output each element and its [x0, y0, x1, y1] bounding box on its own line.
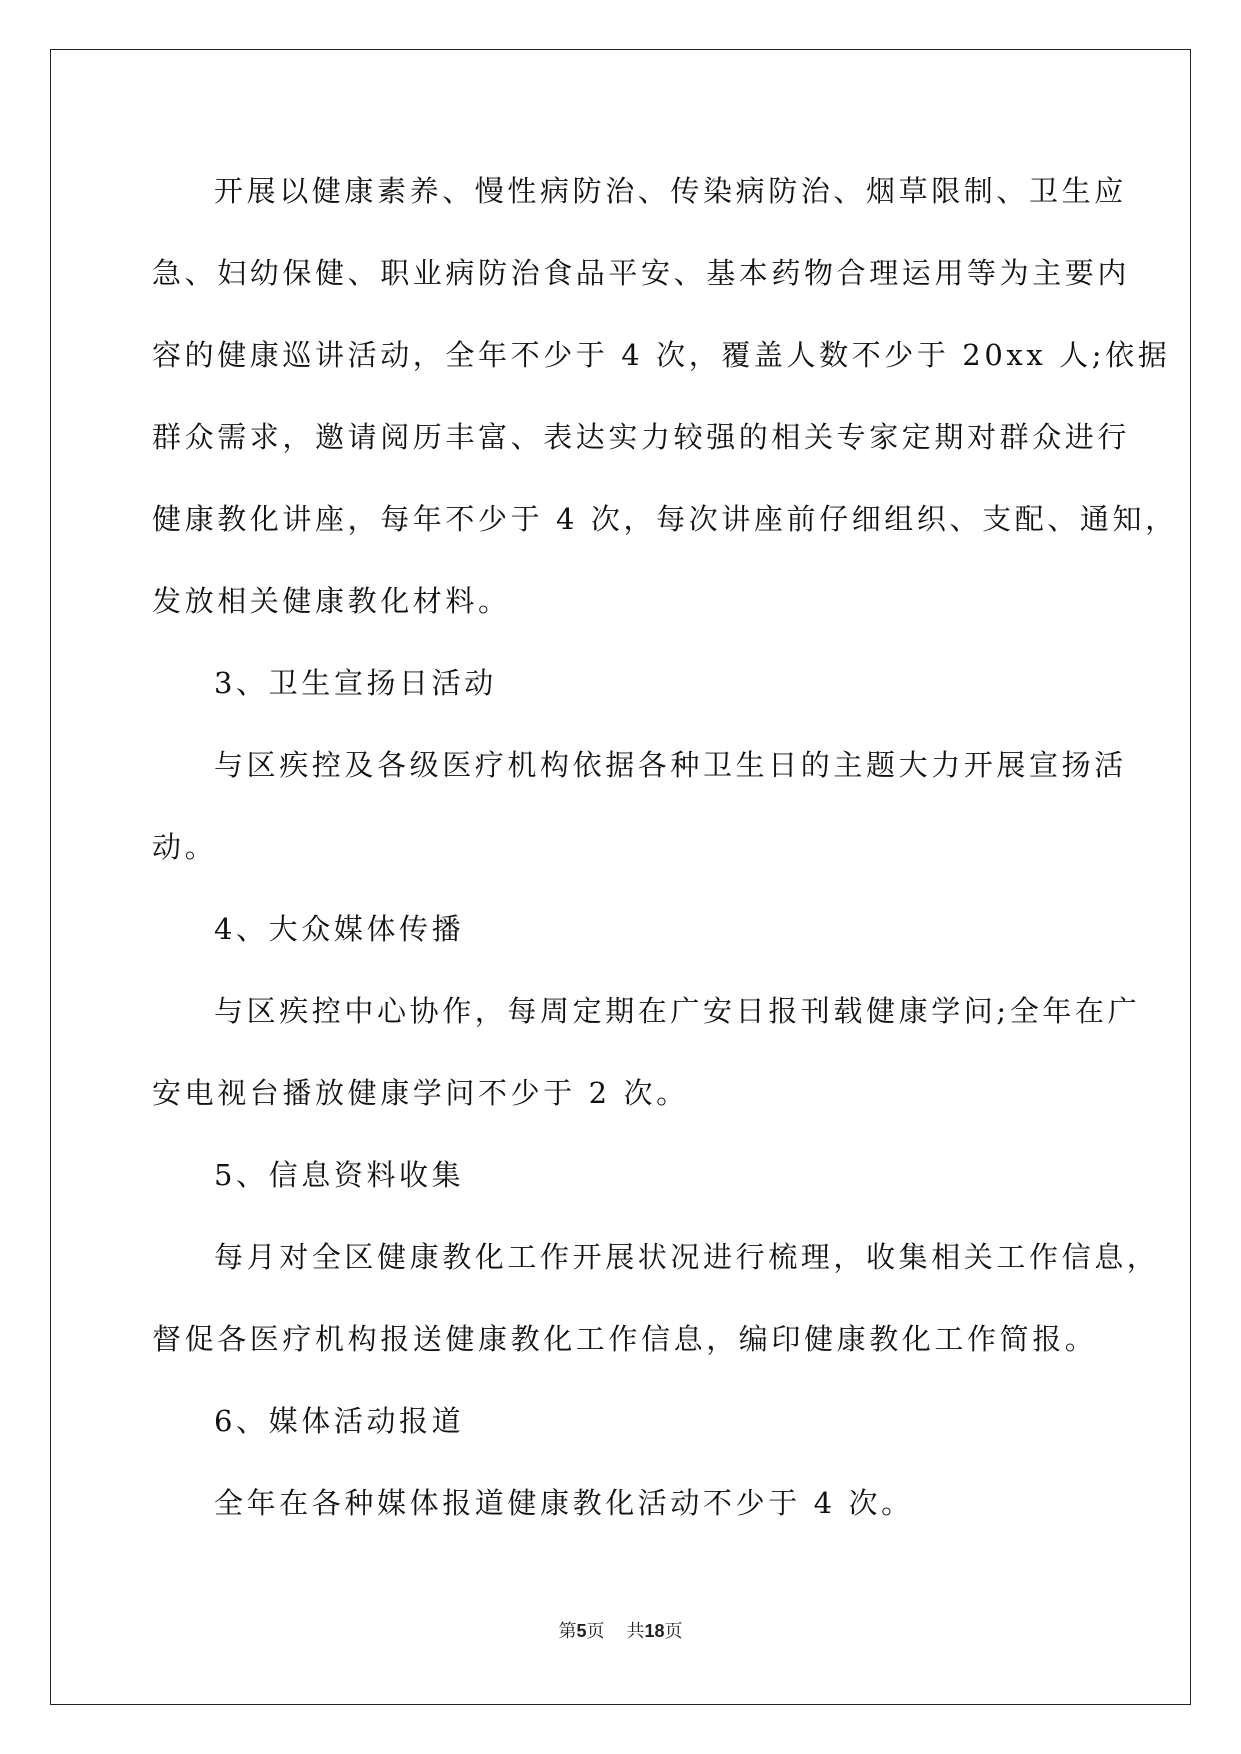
paragraph-line: 与区疾控中心协作，每周定期在广安日报刊载健康学问;全年在广: [214, 994, 1141, 1028]
total-pages: 18: [644, 1621, 665, 1641]
section-heading: 5、信息资料收集: [214, 1158, 465, 1192]
section-heading: 3、卫生宣扬日活动: [214, 666, 497, 700]
paragraph-line: 动。: [152, 830, 218, 864]
paragraph-line: 群众需求，邀请阅历丰富、表达实力较强的相关专家定期对群众进行: [152, 420, 1131, 454]
page-label-suffix: 页: [586, 1621, 605, 1642]
paragraph-line: 开展以健康素养、慢性病防治、传染病防治、烟草限制、卫生应: [214, 174, 1127, 208]
paragraph-line: 容的健康巡讲活动，全年不少于 4 次，覆盖人数不少于 20xx 人;依据: [152, 338, 1171, 372]
page-footer: [0, 1620, 1241, 1643]
paragraph-line: 急、妇幼保健、职业病防治食品平安、基本药物合理运用等为主要内: [152, 256, 1131, 290]
section-heading: 4、大众媒体传播: [214, 912, 465, 946]
page-number: 5: [576, 1621, 587, 1641]
page-label-prefix: 第: [558, 1621, 577, 1642]
paragraph-line: 健康教化讲座，每年不少于 4 次，每次讲座前仔细组织、支配、通知，: [152, 502, 1178, 536]
paragraph-line: 安电视台播放健康学问不少于 2 次。: [152, 1076, 689, 1110]
paragraph-line: 全年在各种媒体报道健康教化活动不少于 4 次。: [214, 1486, 914, 1520]
section-heading: 6、媒体活动报道: [214, 1404, 465, 1438]
total-label-prefix: 共: [626, 1621, 645, 1642]
total-label-suffix: 页: [664, 1621, 683, 1642]
page-border: [50, 49, 1191, 1705]
paragraph-line: 每月对全区健康教化工作开展状况进行梳理，收集相关工作信息，: [214, 1240, 1160, 1274]
paragraph-line: 与区疾控及各级医疗机构依据各种卫生日的主题大力开展宣扬活: [214, 748, 1127, 782]
paragraph-line: 督促各医疗机构报送健康教化工作信息，编印健康教化工作简报。: [152, 1322, 1098, 1356]
paragraph-line: 发放相关健康教化材料。: [152, 584, 511, 618]
